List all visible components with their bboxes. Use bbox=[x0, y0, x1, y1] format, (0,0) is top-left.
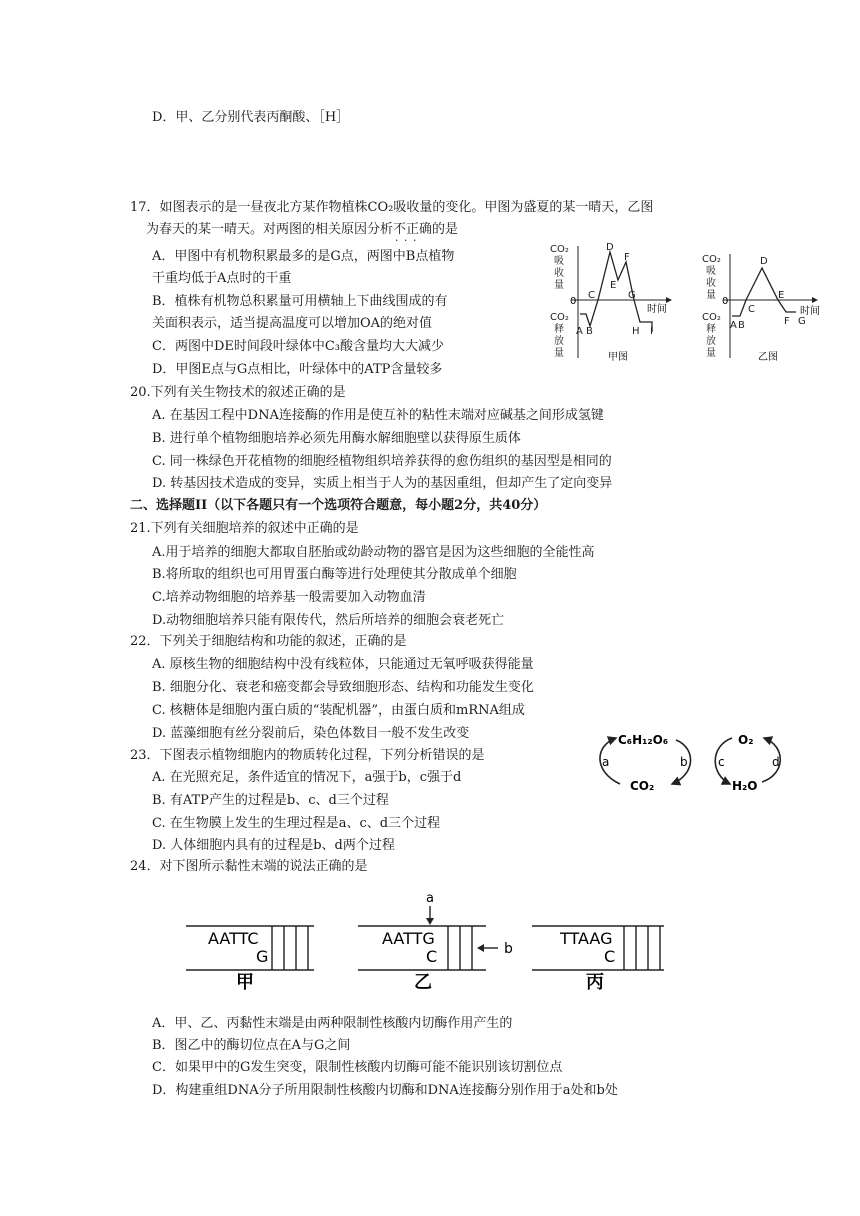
q23-option-c: C. 在生物膜上发生的生理过程是a、c、d三个过程 bbox=[152, 816, 441, 831]
q17-option-d: D．甲图E点与G点相比，叶绿体中的ATP含量较多 bbox=[152, 362, 443, 377]
q22-option-a: A. 原核生物的细胞结构中没有线粒体，只能通过无氧呼吸获得能量 bbox=[152, 657, 534, 672]
q22-option-b: B. 细胞分化、衰老和癌变都会导致细胞形态、结构和功能发生变化 bbox=[152, 680, 534, 695]
label-a: a bbox=[602, 755, 610, 769]
svg-text:H: H bbox=[632, 326, 640, 337]
q17-figure-yi bbox=[700, 240, 840, 368]
jia-bottom-strand: G bbox=[256, 947, 269, 966]
q21-stem: 21.下列有关细胞培养的叙述中正确的是 bbox=[130, 521, 359, 536]
arrow-b-label: b bbox=[504, 941, 513, 957]
svg-text:量: 量 bbox=[554, 280, 564, 291]
svg-text:A: A bbox=[730, 320, 737, 331]
svg-text:D: D bbox=[606, 242, 614, 253]
svg-text:收: 收 bbox=[706, 278, 716, 289]
q20-option-d: D. 转基因技术造成的变异，实质上相当于人为的基因重组，但却产生了定向变异 bbox=[152, 476, 613, 491]
label-c: c bbox=[718, 755, 725, 769]
emphasis-dots: 不正确 · · · bbox=[393, 222, 432, 238]
q20-option-c: C. 同一株绿色开花植物的细胞经植物组织培养获得的愈伤组织的基因型是相同的 bbox=[152, 454, 612, 469]
q23-option-d: D. 人体细胞内具有的过程是b、d两个过程 bbox=[152, 838, 395, 853]
svg-text:C: C bbox=[588, 290, 595, 301]
q20-stem: 20.下列有关生物技术的叙述正确的是 bbox=[130, 385, 346, 400]
svg-text:I: I bbox=[650, 326, 653, 337]
q24-option-c: C．如果甲中的G发生突变，限制性核酸内切酶可能不能识别该切割位点 bbox=[152, 1060, 563, 1075]
q23-option-b: B. 有ATP产生的过程是b、c、d三个过程 bbox=[152, 793, 389, 808]
q23-cycle-figure bbox=[592, 726, 792, 798]
svg-text:时间: 时间 bbox=[800, 306, 820, 317]
svg-text:CO₂: CO₂ bbox=[702, 254, 721, 265]
q17-option-b-line2: 关面积表示，适当提高温度可以增加OA的绝对值 bbox=[152, 316, 433, 331]
q24-stem: 24．对下图所示黏性末端的说法正确的是 bbox=[130, 859, 368, 874]
svg-text:E: E bbox=[610, 280, 617, 291]
q17-figure-jia bbox=[548, 240, 688, 368]
label-b: b bbox=[680, 755, 688, 769]
bing-bottom-strand: C bbox=[604, 947, 616, 966]
svg-text:E: E bbox=[778, 290, 785, 301]
label-h2o: H₂O bbox=[732, 779, 758, 793]
q24-sticky-ends-figure bbox=[186, 890, 686, 994]
q20-option-b: B. 进行单个植物细胞培养必须先用酶水解细胞壁以获得原生质体 bbox=[152, 431, 521, 446]
q22-option-c: C. 核糖体是细胞内蛋白质的“装配机器”，由蛋白质和mRNA组成 bbox=[152, 703, 525, 718]
q24-option-d: D．构建重组DNA分子所用限制性核酸内切酶和DNA连接酶分别作用于a处和b处 bbox=[152, 1083, 618, 1098]
svg-text:释: 释 bbox=[554, 324, 564, 335]
svg-text:放: 放 bbox=[706, 336, 716, 347]
q24-option-b: B．图乙中的酶切位点在A与G之间 bbox=[152, 1038, 351, 1053]
q21-option-d: D.动物细胞培养只能有限传代，然后所培养的细胞会衰老死亡 bbox=[152, 613, 505, 628]
arrow-a-head bbox=[426, 918, 434, 925]
svg-text:0: 0 bbox=[722, 296, 729, 307]
q20-option-a: A. 在基因工程中DNA连接酶的作用是使互补的粘性末端对应碱基之间形成氢键 bbox=[152, 408, 604, 423]
svg-text:C: C bbox=[748, 304, 755, 315]
svg-text:0: 0 bbox=[570, 296, 577, 307]
svg-text:A: A bbox=[576, 326, 583, 337]
section-2-heading: 二、选择题II（以下各题只有一个选项符合题意，每小题2分，共40分） bbox=[130, 498, 547, 513]
q23-option-a: A. 在光照充足，条件适宜的情况下，a强于b，c强于d bbox=[152, 770, 462, 785]
q22-stem: 22．下列关于细胞结构和功能的叙述，正确的是 bbox=[130, 634, 407, 649]
axis-label-co2-up: CO₂ bbox=[550, 244, 569, 255]
svg-text:G: G bbox=[628, 290, 636, 301]
svg-text:B: B bbox=[738, 320, 745, 331]
arrow-b-head bbox=[477, 944, 484, 952]
jia-top-strand: AATTC bbox=[208, 929, 259, 948]
label-jia: 甲 bbox=[236, 972, 254, 993]
yi-bottom-strand: C bbox=[426, 947, 438, 966]
label-o2: O₂ bbox=[738, 733, 754, 747]
q21-option-b: B.将所取的组织也可用胃蛋白酶等进行处理使其分散成单个细胞 bbox=[152, 567, 517, 582]
q24-option-a: A．甲、乙、丙黏性末端是由两种限制性核酸内切酶作用产生的 bbox=[152, 1016, 513, 1031]
svg-text:量: 量 bbox=[554, 348, 564, 359]
label-d: d bbox=[772, 755, 780, 769]
label-co2: CO₂ bbox=[630, 779, 655, 793]
svg-text:F: F bbox=[624, 252, 630, 263]
svg-text:G: G bbox=[798, 316, 806, 327]
q17-option-b-line1: B．植株有机物总积累量可用横轴上下曲线围成的有 bbox=[152, 294, 448, 309]
q17-option-a-line1: A．甲图中有机物积累最多的是G点，两图中B点植物 bbox=[152, 249, 455, 264]
yi-top-strand: AATTG bbox=[382, 929, 435, 948]
label-yi: 乙 bbox=[414, 972, 432, 993]
label-glucose: C₆H₁₂O₆ bbox=[618, 733, 669, 747]
q17-stem-line1: 17．如图表示的是一昼夜北方某作物植株CO₂吸收量的变化。甲图为盛夏的某一晴天，乙图 bbox=[130, 200, 654, 215]
svg-text:F: F bbox=[784, 316, 790, 327]
svg-text:量: 量 bbox=[706, 290, 716, 301]
svg-text:量: 量 bbox=[706, 348, 716, 359]
bing-top-strand: TTAAG bbox=[560, 929, 613, 948]
svg-text:CO₂: CO₂ bbox=[702, 312, 721, 323]
axis-label-co2-down: CO₂ bbox=[550, 312, 569, 323]
q21-option-a: A.用于培养的细胞大都取自胚胎或幼龄动物的器官是因为这些细胞的全能性高 bbox=[152, 545, 595, 560]
q17-option-a-line2: 干重均低于A点时的干重 bbox=[152, 271, 292, 286]
axis-label-time: 时间 bbox=[647, 304, 667, 315]
caption-jia: 甲图 bbox=[608, 352, 628, 363]
svg-text:释: 释 bbox=[706, 324, 716, 335]
q17-stem-line2: 为春天的某一晴天。对两图的相关原因分析不正确 · · ·的是 bbox=[146, 222, 458, 238]
svg-text:吸: 吸 bbox=[706, 266, 716, 277]
caption-yi: 乙图 bbox=[758, 352, 778, 363]
svg-text:B: B bbox=[586, 326, 593, 337]
svg-text:收: 收 bbox=[554, 268, 564, 279]
q22-option-d: D. 蓝藻细胞有丝分裂前后，染色体数目一般不发生改变 bbox=[152, 726, 470, 741]
arrow-a-label: a bbox=[426, 891, 434, 906]
q21-option-c: C.培养动物细胞的培养基一般需要加入动物血清 bbox=[152, 590, 426, 605]
svg-text:放: 放 bbox=[554, 336, 564, 347]
svg-text:吸: 吸 bbox=[554, 256, 564, 267]
label-bing: 丙 bbox=[586, 972, 604, 993]
svg-text:D: D bbox=[760, 256, 768, 267]
q17-option-c: C．两图中DE时间段叶绿体中C₃酸含量均大大减少 bbox=[152, 339, 445, 354]
q23-stem: 23．下图表示植物细胞内的物质转化过程，下列分析错误的是 bbox=[130, 748, 485, 763]
q16-option-d: D．甲、乙分别代表丙酮酸、［H］ bbox=[152, 110, 350, 125]
